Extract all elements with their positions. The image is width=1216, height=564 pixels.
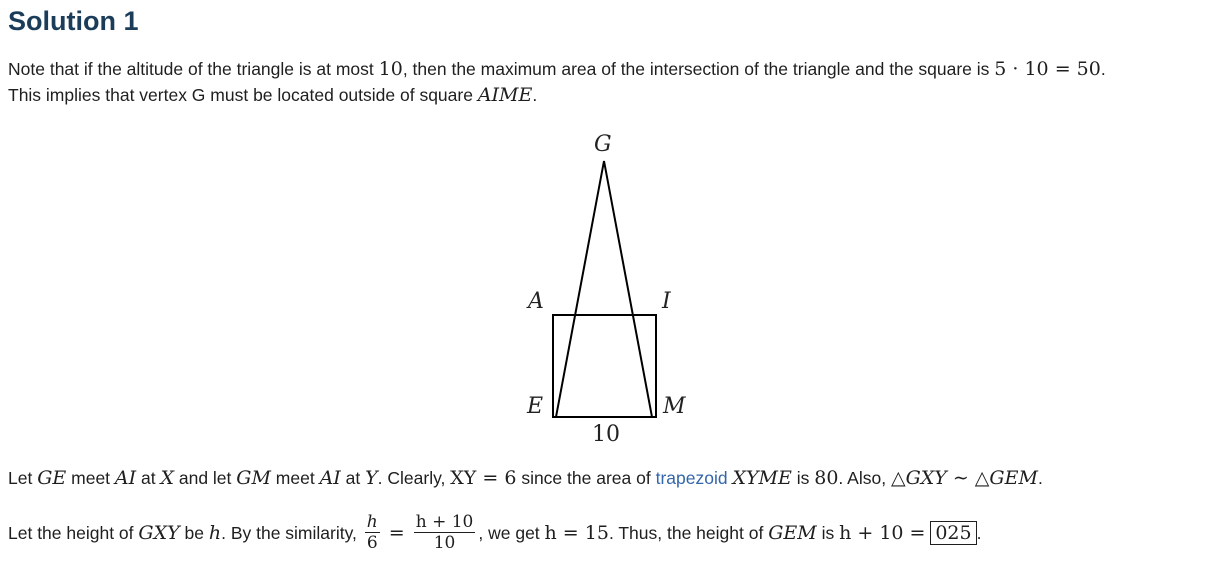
text: , then the maximum area of the intersection of the triangle and the square is (402, 59, 995, 79)
text: . Also, (838, 468, 891, 488)
conclusion-paragraph (8, 514, 981, 555)
boxed-answer: 025 (930, 521, 976, 545)
text: Let the height of (8, 523, 139, 544)
text: at (136, 468, 161, 488)
label-side-length: 10 (592, 422, 620, 447)
math-x: X (160, 467, 174, 489)
text: meet (66, 468, 115, 488)
similarity-paragraph (8, 465, 1043, 491)
math-10: 10 (378, 58, 403, 80)
trapezoid-link[interactable]: trapezoid (655, 468, 728, 488)
label-i: I (662, 289, 671, 314)
text: . (976, 523, 982, 544)
text: . Thus, the height of (608, 523, 769, 544)
math-xyme: XYME (732, 467, 792, 489)
text: meet (270, 468, 320, 488)
text: . By the similarity, (221, 523, 362, 544)
fraction-h-plus-10-over-10 (414, 512, 476, 553)
text: since the area of (516, 468, 656, 488)
section-heading: Solution 1 (8, 6, 139, 36)
text: . (1037, 468, 1043, 488)
math-area-product: 5 · 10 = 50 (994, 58, 1101, 80)
text: at (340, 468, 366, 488)
fraction-h-over-6 (365, 512, 380, 553)
math-similar-triangles: △GXY ∼ △GEM (890, 467, 1038, 489)
math-gxy: GXY (138, 522, 180, 545)
fraction-numerator: h + 10 (415, 512, 474, 532)
square-aime (553, 315, 656, 417)
text: be (179, 523, 209, 544)
text: Let (8, 468, 38, 488)
text: . (532, 85, 538, 105)
math-ai: AI (114, 467, 137, 489)
label-e: E (527, 394, 544, 419)
text: Note that if the altitude of the triangle is at most (8, 59, 379, 79)
math-aime: AIME (477, 84, 533, 106)
label-a: A (528, 289, 544, 314)
math-h: h (208, 522, 222, 545)
fraction-denominator: 10 (433, 533, 456, 553)
math-80: 80 (814, 467, 839, 489)
text: . Clearly, (377, 468, 451, 488)
math-h-plus-10: h + 10 = (839, 522, 926, 545)
fraction-denominator: 6 (366, 533, 378, 553)
text: This implies that vertex G must be located outside of square (8, 85, 478, 105)
text: . (1100, 59, 1106, 79)
math-equals: = (382, 522, 411, 545)
math-y: Y (365, 467, 378, 489)
label-m: M (663, 394, 686, 419)
label-g: G (594, 132, 612, 157)
math-ai: AI (319, 467, 341, 489)
text: and let (174, 468, 237, 488)
text: , we get (478, 523, 545, 544)
math-gm: GM (236, 467, 271, 489)
triangle-gem (556, 161, 652, 417)
text: is (816, 523, 840, 544)
text: is (791, 468, 815, 488)
fraction-numerator: h (366, 512, 378, 532)
math-h-equals-15: h = 15 (544, 522, 609, 545)
math-gem: GEM (768, 522, 817, 545)
math-ge: GE (37, 467, 67, 489)
math-xy-equals-6: XY = 6 (450, 467, 517, 489)
